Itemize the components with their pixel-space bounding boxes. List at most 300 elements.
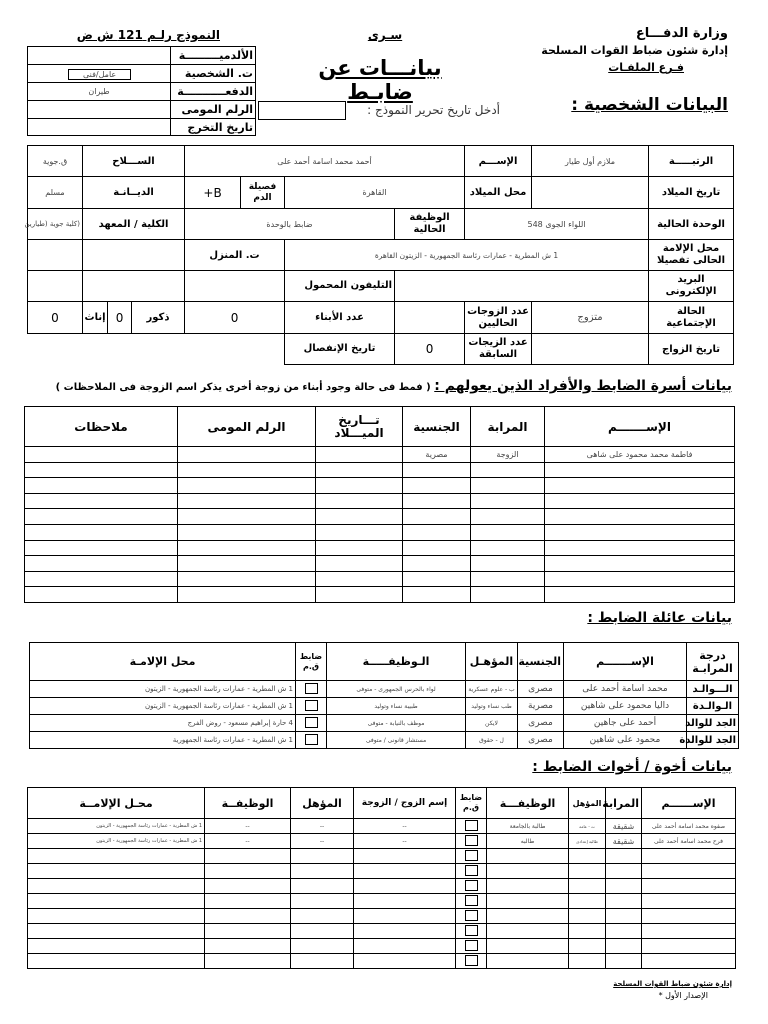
marital-label: الحالة الإجتماعية	[649, 302, 734, 334]
religion-field[interactable]: مسلم	[28, 177, 83, 209]
dep-nationality[interactable]	[403, 556, 471, 572]
table-row	[28, 819, 736, 834]
sib-col-address: محـل الإلامــة	[28, 788, 205, 819]
id-value-graduation-date[interactable]	[28, 119, 171, 136]
id-value-military-number[interactable]	[28, 101, 171, 119]
sib-spouse-qualification[interactable]: --	[291, 819, 354, 834]
sib-spouse-qualification[interactable]	[291, 849, 354, 864]
sib-address[interactable]: 1 ش المطرية - عمارات رئاسة الجمهورية - الزيتون	[28, 819, 205, 834]
email-field[interactable]	[395, 271, 649, 302]
rank-field[interactable]: ملازم أول طيار	[532, 146, 649, 177]
sib-officer[interactable]	[456, 894, 487, 909]
sib-name[interactable]	[642, 879, 736, 894]
fam-col-qualification: المؤهـل	[466, 643, 518, 681]
dep-number[interactable]	[178, 524, 316, 540]
fam-name[interactable]: محمد اسامة أحمد على	[564, 681, 687, 698]
sib-address[interactable]	[28, 924, 205, 939]
fam-nationality[interactable]: مصرى	[518, 715, 564, 732]
birth-date-field[interactable]	[532, 177, 649, 209]
sib-relation[interactable]	[606, 894, 642, 909]
sib-name[interactable]	[642, 924, 736, 939]
dep-notes[interactable]	[25, 587, 178, 603]
sib-spouse-qualification[interactable]	[291, 909, 354, 924]
sib-qualification[interactable]	[569, 864, 606, 879]
fam-nationality[interactable]: مصرية	[518, 698, 564, 715]
dep-birth[interactable]	[316, 462, 403, 478]
marital-field[interactable]: متزوج	[532, 302, 649, 334]
sib-relation[interactable]	[606, 849, 642, 864]
dep-birth[interactable]	[316, 540, 403, 556]
dep-relation[interactable]	[471, 478, 545, 494]
form-number: النموذج رلـم 121 ش ض	[76, 28, 220, 42]
dependents-table	[24, 406, 735, 603]
sib-officer[interactable]	[456, 849, 487, 864]
dep-col-notes: ملاحظات	[25, 407, 178, 447]
dep-relation[interactable]: الزوجة	[471, 447, 545, 463]
divorce-date-label: تاريخ الإنفصال	[285, 334, 395, 365]
weapon-label: الســـلاح	[83, 146, 185, 177]
id-label-seniority: الألدميـــــــــة	[171, 47, 256, 65]
sib-qualification[interactable]	[569, 924, 606, 939]
sib-spouse-qualification[interactable]: --	[291, 834, 354, 849]
sib-officer[interactable]	[456, 924, 487, 939]
fam-col-officer: ضابط ق.م	[296, 643, 327, 681]
sib-relation[interactable]	[606, 924, 642, 939]
form-date-input[interactable]	[258, 101, 346, 120]
family-heading: بيانات عائلة الضابط :	[587, 610, 732, 626]
prev-wives-label: عدد الزيجات السابقة	[465, 334, 532, 365]
mobile-field[interactable]	[185, 271, 285, 302]
fam-degree: الجد للوالدة	[687, 732, 739, 749]
dep-notes[interactable]	[25, 571, 178, 587]
dep-notes[interactable]	[25, 509, 178, 525]
mobile-label: التليفون المحمول	[285, 271, 395, 302]
page-title: بيانـــات عن ضابـط	[318, 56, 442, 104]
sib-spouse-job[interactable]	[205, 894, 291, 909]
birth-place-label: محل الميلاد	[465, 177, 532, 209]
dep-col-military-number: الرلم المومى	[178, 407, 316, 447]
address-label: محل الإلامة الحالى تفصيلا	[649, 240, 734, 271]
dep-nationality[interactable]	[403, 509, 471, 525]
name-field[interactable]: أحمد محمد اسامة أحمد على	[185, 146, 465, 177]
marriage-date-label: تاريخ الزواج	[649, 334, 734, 365]
dep-name[interactable]	[545, 478, 735, 494]
sib-officer[interactable]	[456, 834, 487, 849]
table-row	[25, 478, 735, 494]
dep-name[interactable]	[545, 587, 735, 603]
dep-name[interactable]	[545, 540, 735, 556]
fam-qualification[interactable]: طب نساء وتوليد	[466, 698, 518, 715]
sib-name[interactable]	[642, 954, 736, 969]
table-row	[28, 864, 736, 879]
dep-name[interactable]	[545, 509, 735, 525]
fam-name[interactable]: أحمد على جاهين	[564, 715, 687, 732]
dep-name[interactable]	[545, 571, 735, 587]
sib-spouse[interactable]	[354, 924, 456, 939]
dep-number[interactable]	[178, 540, 316, 556]
sib-relation[interactable]: شقيقة	[606, 819, 642, 834]
sib-address[interactable]	[28, 909, 205, 924]
fam-degree: الـــوالـد	[687, 681, 739, 698]
sib-spouse-qualification[interactable]	[291, 864, 354, 879]
dep-number[interactable]	[178, 509, 316, 525]
table-row	[28, 909, 736, 924]
sib-col-relation: المرابة	[606, 788, 642, 819]
sib-address[interactable]	[28, 894, 205, 909]
dep-relation[interactable]	[471, 556, 545, 572]
table-row	[30, 681, 739, 698]
table-row	[25, 509, 735, 525]
dep-name[interactable]	[545, 462, 735, 478]
dep-relation[interactable]	[471, 493, 545, 509]
fam-name[interactable]: داليا محمود على شاهين	[564, 698, 687, 715]
dep-number[interactable]	[178, 556, 316, 572]
officer-checkbox[interactable]	[465, 895, 478, 906]
sib-spouse[interactable]	[354, 909, 456, 924]
blood-field[interactable]: B+	[203, 185, 222, 200]
officer-checkbox[interactable]	[465, 940, 478, 951]
sib-name[interactable]	[642, 894, 736, 909]
dep-notes[interactable]	[25, 493, 178, 509]
officer-checkbox[interactable]	[305, 734, 318, 745]
sib-officer[interactable]	[456, 939, 487, 954]
prev-wives-field[interactable]: 0	[395, 334, 465, 365]
secret-label: سـرى	[367, 28, 403, 42]
sib-qualification[interactable]: ث - عامة	[569, 819, 606, 834]
dep-birth[interactable]	[316, 587, 403, 603]
table-row	[28, 924, 736, 939]
officer-checkbox[interactable]	[465, 865, 478, 876]
sib-address[interactable]	[28, 849, 205, 864]
sib-name[interactable]: فرح محمد اسامة أحمد على	[642, 834, 736, 849]
sib-col-qualification: المؤهل	[569, 788, 606, 819]
sib-spouse-qualification[interactable]	[291, 939, 354, 954]
table-row	[28, 894, 736, 909]
table-row	[28, 849, 736, 864]
fam-officer[interactable]	[296, 698, 327, 715]
dep-relation[interactable]	[471, 509, 545, 525]
sib-col-spouse-qualification: المؤهل	[291, 788, 354, 819]
sib-col-spouse-job: الوظيفــة	[205, 788, 291, 819]
sib-officer[interactable]	[456, 819, 487, 834]
sib-spouse-job[interactable]: --	[205, 819, 291, 834]
dep-nationality[interactable]	[403, 478, 471, 494]
sib-job[interactable]	[487, 939, 569, 954]
dep-name[interactable]	[545, 556, 735, 572]
home-phone-label: ت. المنزل	[185, 240, 285, 271]
fam-address[interactable]: 1 ش المطرية - عمارات رئاسة الجمهورية - الزيتون	[30, 681, 296, 698]
sib-spouse-qualification[interactable]	[291, 954, 354, 969]
marriage-date-field[interactable]	[532, 334, 649, 365]
males-females-cell	[83, 302, 132, 334]
sib-col-spouse: إسم الزوج / الزوجة	[354, 788, 456, 819]
females-field[interactable]: 0	[28, 302, 83, 334]
job-field[interactable]: ضابط بالوحدة	[185, 209, 395, 240]
fam-officer[interactable]	[296, 681, 327, 698]
officer-checkbox[interactable]	[465, 850, 478, 861]
sib-job[interactable]	[487, 909, 569, 924]
home-phone-field[interactable]	[83, 240, 185, 271]
sib-spouse[interactable]	[354, 879, 456, 894]
fam-qualification[interactable]: ب - علوم عسكرية	[466, 681, 518, 698]
dep-relation[interactable]	[471, 462, 545, 478]
sib-job[interactable]	[487, 924, 569, 939]
sib-spouse-qualification[interactable]	[291, 879, 354, 894]
dep-notes[interactable]	[25, 556, 178, 572]
officer-checkbox[interactable]	[465, 820, 478, 831]
dep-nationality[interactable]	[403, 571, 471, 587]
sib-spouse-job[interactable]	[205, 879, 291, 894]
sib-name[interactable]: صفوه محمد اسامة أحمد على	[642, 819, 736, 834]
id-value-seniority[interactable]	[28, 47, 171, 65]
fam-address[interactable]: 1 ش المطرية - عمارات رئاسة الجمهورية	[30, 732, 296, 749]
sib-spouse-job[interactable]	[205, 864, 291, 879]
officer-checkbox[interactable]	[465, 910, 478, 921]
dep-col-relation: المرابة	[471, 407, 545, 447]
dep-relation[interactable]	[471, 524, 545, 540]
branch-name: فـرع الملفـات	[608, 61, 684, 74]
dep-name[interactable]: فاطمة محمد محمود على شاهى	[545, 447, 735, 463]
sib-spouse[interactable]	[354, 849, 456, 864]
officer-checkbox[interactable]	[465, 835, 478, 846]
divorce-date-field[interactable]	[28, 334, 285, 365]
sib-officer[interactable]	[456, 954, 487, 969]
sib-name[interactable]	[642, 849, 736, 864]
sib-officer[interactable]	[456, 879, 487, 894]
date-prompt: أدخل تاريخ تحرير النموذج :	[367, 103, 500, 117]
sib-relation[interactable]	[606, 864, 642, 879]
fam-officer[interactable]	[296, 715, 327, 732]
dep-name[interactable]	[545, 493, 735, 509]
officer-checkbox[interactable]	[305, 717, 318, 728]
sib-relation[interactable]	[606, 909, 642, 924]
table-row	[30, 732, 739, 749]
ministry-name: وزارة الدفـــاع	[635, 26, 728, 41]
dep-notes[interactable]	[25, 524, 178, 540]
sib-name[interactable]	[642, 864, 736, 879]
id-label-personal-card: ت. الشخصية	[171, 65, 256, 83]
sib-address[interactable]	[28, 864, 205, 879]
officer-checkbox[interactable]	[465, 925, 478, 936]
officer-checkbox[interactable]	[465, 955, 478, 966]
sib-name[interactable]	[642, 939, 736, 954]
dep-birth[interactable]	[316, 478, 403, 494]
wives-field[interactable]	[395, 302, 465, 334]
sib-qualification[interactable]	[569, 894, 606, 909]
children-field[interactable]: 0	[185, 302, 285, 334]
address-field[interactable]: 1 ش المطرية - عمارات رئاسة الجمهورية - الزيتون القاهرة	[285, 240, 649, 271]
id-value-batch[interactable]: طيران	[28, 83, 171, 101]
dep-nationality[interactable]	[403, 493, 471, 509]
sib-spouse[interactable]	[354, 939, 456, 954]
sib-spouse[interactable]	[354, 954, 456, 969]
table-row	[25, 493, 735, 509]
sib-job[interactable]: طالبه	[487, 834, 569, 849]
table-row	[25, 556, 735, 572]
fam-address[interactable]: 4 حارة إبراهيم مسعود - روض الفرج	[30, 715, 296, 732]
dep-notes[interactable]	[25, 540, 178, 556]
sib-spouse-job[interactable]	[205, 849, 291, 864]
sib-spouse-qualification[interactable]	[291, 924, 354, 939]
dep-number[interactable]	[178, 478, 316, 494]
name-label: الإســـم	[465, 146, 532, 177]
unit-label: الوحدة الحالية	[649, 209, 734, 240]
sib-qualification[interactable]	[569, 849, 606, 864]
fam-nationality[interactable]: مصرى	[518, 732, 564, 749]
table-row	[28, 879, 736, 894]
dep-birth[interactable]	[316, 556, 403, 572]
sib-officer[interactable]	[456, 864, 487, 879]
dep-notes[interactable]	[25, 462, 178, 478]
sib-relation[interactable]	[606, 939, 642, 954]
officer-checkbox[interactable]	[305, 683, 318, 694]
dep-relation[interactable]	[471, 571, 545, 587]
sib-qualification[interactable]	[569, 939, 606, 954]
dependents-heading-line	[32, 378, 732, 394]
dep-birth[interactable]	[316, 447, 403, 463]
dep-number[interactable]	[178, 462, 316, 478]
fam-job[interactable]: مستشار قانونى / متوفى	[327, 732, 466, 749]
sib-spouse[interactable]: --	[354, 819, 456, 834]
sib-col-officer: ضابط ق.م	[456, 788, 487, 819]
dep-nationality[interactable]	[403, 587, 471, 603]
sib-address[interactable]: 1 ش المطرية - عمارات رئاسة الجمهورية - الزيتون	[28, 834, 205, 849]
sib-qualification[interactable]: طالبة إعدادى	[569, 834, 606, 849]
dep-col-nationality: الجنسية	[403, 407, 471, 447]
personal-heading: البيانات الشخصية :	[571, 95, 728, 115]
dep-number[interactable]	[178, 587, 316, 603]
dep-nationality[interactable]: مصرية	[403, 447, 471, 463]
fam-qualification[interactable]: لايكن	[466, 715, 518, 732]
dependents-rows	[25, 447, 735, 603]
unit-field[interactable]: اللواء الجوى 548	[465, 209, 649, 240]
dep-number[interactable]	[178, 447, 316, 463]
sib-spouse-job[interactable]	[205, 939, 291, 954]
dep-nationality[interactable]	[403, 540, 471, 556]
fam-col-degree: درجة المرابـة	[687, 643, 739, 681]
department-name: إدارة شئون ضباط القوات المسلحة	[541, 44, 728, 57]
sib-spouse-qualification[interactable]	[291, 894, 354, 909]
sib-officer[interactable]	[456, 909, 487, 924]
dep-notes[interactable]	[25, 478, 178, 494]
dep-col-birth-date: تـــاريخ الميـــلاد	[316, 407, 403, 447]
sib-qualification[interactable]	[569, 879, 606, 894]
weapon-field[interactable]: ق.جوية	[28, 146, 83, 177]
birth-date-label: تاريخ الميلاد	[649, 177, 734, 209]
dependents-heading: بيانات أسرة الضابط والأفراد الذين يعولهم :	[434, 378, 732, 394]
sib-qualification[interactable]	[569, 909, 606, 924]
dep-notes[interactable]	[25, 447, 178, 463]
sib-spouse-job[interactable]: --	[205, 834, 291, 849]
fam-name[interactable]: محمود على شاهين	[564, 732, 687, 749]
email-extra-field[interactable]	[28, 271, 83, 302]
sib-address[interactable]	[28, 879, 205, 894]
table-row	[25, 571, 735, 587]
dep-birth[interactable]	[316, 493, 403, 509]
sib-relation[interactable]	[606, 954, 642, 969]
birth-place-field[interactable]: القاهرة	[285, 177, 465, 209]
sib-spouse-job[interactable]	[205, 954, 291, 969]
rank-label: الرتبـــــة	[649, 146, 734, 177]
sib-col-name: الإســــــم	[642, 788, 736, 819]
fam-job[interactable]: موظف بالنيابة - متوفى	[327, 715, 466, 732]
dep-birth[interactable]	[316, 571, 403, 587]
sib-spouse-job[interactable]	[205, 924, 291, 939]
sib-qualification[interactable]	[569, 954, 606, 969]
dep-birth[interactable]	[316, 509, 403, 525]
mobile-extra-field[interactable]	[83, 271, 185, 302]
fam-col-job: الـوظيفـــــة	[327, 643, 466, 681]
siblings-heading: بيانات أخوة / أخوات الضابط :	[532, 759, 732, 775]
fam-officer[interactable]	[296, 732, 327, 749]
dep-birth[interactable]	[316, 524, 403, 540]
fam-qualification[interactable]: ل - حقوق	[466, 732, 518, 749]
college-label: الكلية / المعهد	[83, 209, 185, 240]
sib-job[interactable]	[487, 954, 569, 969]
address-extra-field[interactable]	[28, 240, 83, 271]
sib-spouse-job[interactable]	[205, 909, 291, 924]
dep-relation[interactable]	[471, 587, 545, 603]
table-row	[25, 540, 735, 556]
table-row	[28, 939, 736, 954]
table-row	[25, 462, 735, 478]
sib-relation[interactable]	[606, 879, 642, 894]
sib-relation[interactable]: شقيقة	[606, 834, 642, 849]
footer-edition: الإصدار الأول *	[658, 991, 708, 1000]
fam-address[interactable]: 1 ش المطرية - عمارات رئاسة الجمهورية - الزيتون	[30, 698, 296, 715]
sib-job[interactable]	[487, 879, 569, 894]
siblings-table	[27, 787, 736, 969]
sib-col-job: الوظيفـــة	[487, 788, 569, 819]
siblings-rows	[28, 819, 736, 969]
fam-job[interactable]: لواء بالحرس الجمهورى - متوفى	[327, 681, 466, 698]
footer-department: إدارة شئون ضباط القوات المسلحة	[613, 980, 732, 988]
dep-relation[interactable]	[471, 540, 545, 556]
sib-name[interactable]	[642, 909, 736, 924]
dep-number[interactable]	[178, 493, 316, 509]
wives-label: عدد الزوجات الحاليين	[465, 302, 532, 334]
sib-address[interactable]	[28, 939, 205, 954]
sib-address[interactable]	[28, 954, 205, 969]
males-field[interactable]: 0	[107, 302, 131, 333]
dep-nationality[interactable]	[403, 462, 471, 478]
religion-label: الديــانـة	[83, 177, 185, 209]
sib-job[interactable]	[487, 849, 569, 864]
table-row	[25, 587, 735, 603]
id-value-personal-card[interactable]: عامل/فنى	[28, 65, 171, 83]
sib-job[interactable]	[487, 894, 569, 909]
sib-spouse[interactable]	[354, 894, 456, 909]
sib-job[interactable]: طالبة بالجامعة	[487, 819, 569, 834]
dep-number[interactable]	[178, 571, 316, 587]
dep-nationality[interactable]	[403, 524, 471, 540]
fam-degree: الـوالـدة	[687, 698, 739, 715]
table-row	[30, 698, 739, 715]
fam-nationality[interactable]: مصرى	[518, 681, 564, 698]
sib-job[interactable]	[487, 864, 569, 879]
officer-checkbox[interactable]	[305, 700, 318, 711]
sib-spouse[interactable]	[354, 864, 456, 879]
fam-degree: الجد للوالد	[687, 715, 739, 732]
dep-name[interactable]	[545, 524, 735, 540]
fam-col-name: الإســـــــم	[564, 643, 687, 681]
college-field[interactable]: (كلية جوية (طيارين	[28, 209, 83, 240]
table-row	[25, 524, 735, 540]
fam-job[interactable]: طبيبة نساء وتوليد	[327, 698, 466, 715]
sib-spouse[interactable]: --	[354, 834, 456, 849]
children-label: عدد الأبناء	[285, 302, 395, 334]
officer-checkbox[interactable]	[465, 880, 478, 891]
